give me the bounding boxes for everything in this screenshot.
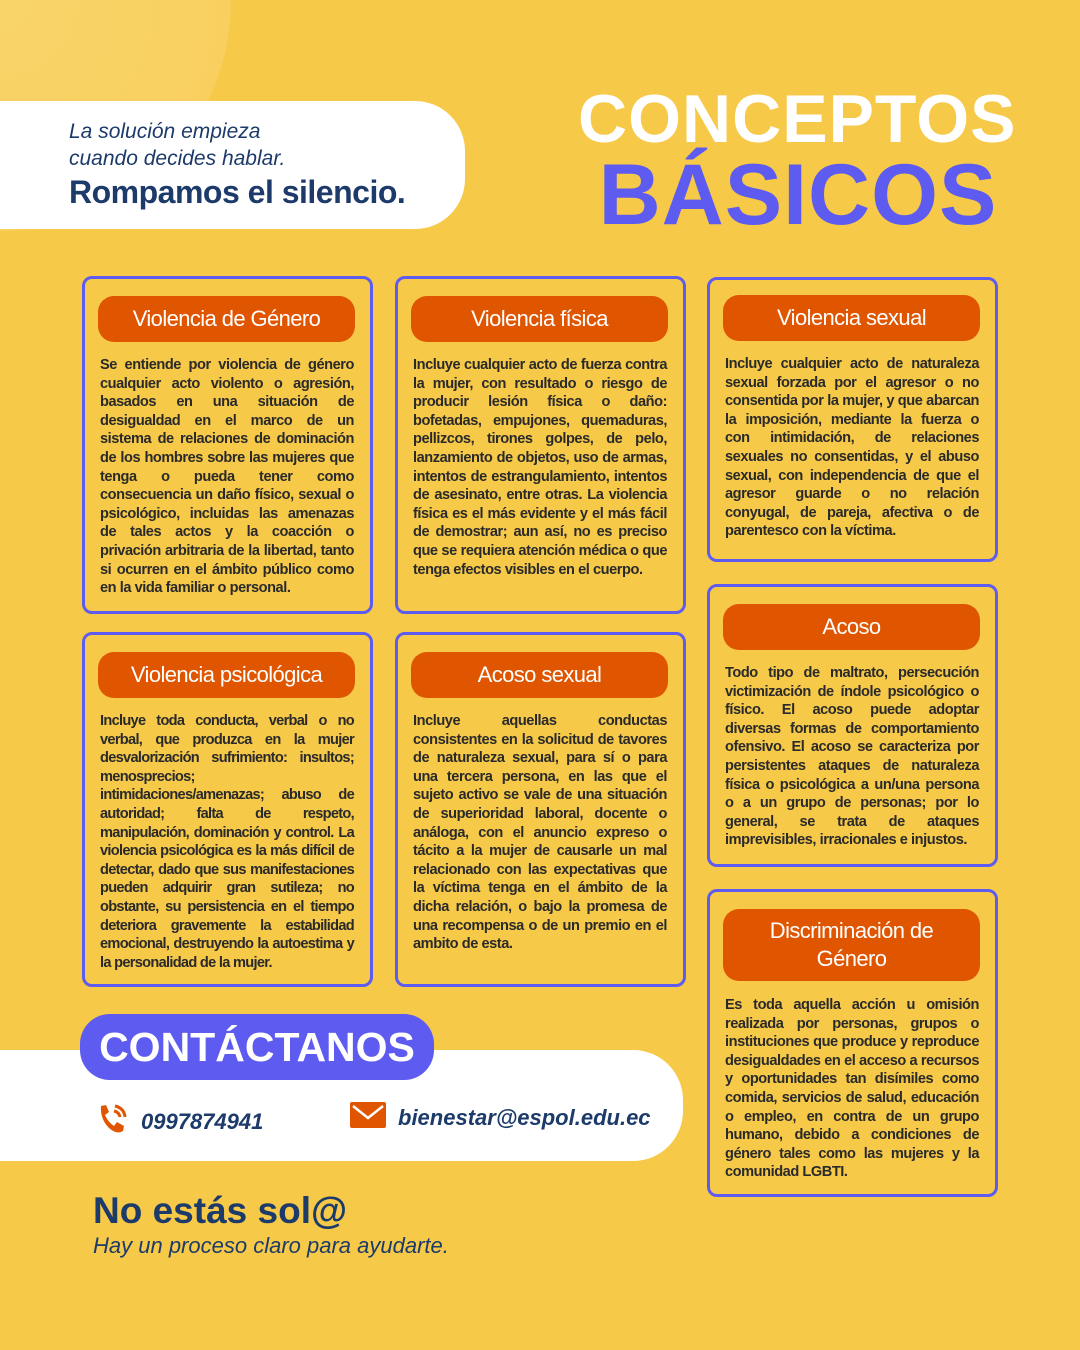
card-text: Incluye cualquier acto de fuerza contra la mujer, con resultado o riesgo de producir lesión física o daño: bofetadas, empujones, quemaduras, pellizcos, tirones golpes, de pelo, lanzamiento de objetos, uso de armas, intentos de estrangulamiento, intentos de asesinato, entre otras. La violencia física es el más evidente y el más fácil de demostrar; aun así, no es preciso que se requiera atención médica o que tenga efectos visibles en el cuerpo. (413, 357, 667, 578)
slogan: Rompamos el silencio. (69, 174, 406, 210)
concept-card-violencia-sexual (707, 277, 998, 562)
card-title: Violencia de Género (98, 296, 355, 342)
card-title: Violencia física (411, 296, 668, 342)
card-text: Incluye aquellas conductas consistentes en la solicitud de tavores de naturaleza sexual, para sí o para una tercera persona, en las que el sujeto activo se vale de una situación de superioridad laboral, docente o análoga, con el anuncio expreso o tácito a la mujer de causarle un mal relacionado con las expectativas que la víctima tenga en el ámbito de la dicha relación, o bajo la promesa de una recompensa o de un premio en el ambito de esta. (413, 713, 667, 953)
card-title: Violencia sexual (723, 295, 980, 341)
footer-subtitle: Hay un proceso claro para ayudarte. (93, 1233, 449, 1258)
card-text: Se entiende por violencia de género cualquier acto violento o agresión, basados en una situación de desigualdad en el marco de un sistema de relaciones de dominación de los hombres sobre las mujeres que tenga o pueda tener como consecuencia un daño físico, sexual o psicológico, incluidas las amenazas de tales actos y la coacción o privación arbitraria de la libertad, tanto si ocurren en el ámbito público como en la vida familiar o personal. (100, 357, 354, 597)
concept-card-violencia-psicologica (82, 632, 373, 987)
tagline-line-1: La solución empieza (69, 120, 261, 143)
contact-phone[interactable] (95, 1102, 263, 1142)
contact-email[interactable] (350, 1102, 651, 1134)
concept-card-violencia-genero (82, 276, 373, 614)
concept-card-discriminacion (707, 889, 998, 1197)
card-title: Violencia psicológica (98, 652, 355, 698)
card-title: Acoso (723, 604, 980, 650)
card-text: Incluye cualquier acto de naturaleza sexual forzada por el agresor o no consentida por la mujer, y que abarcan la imposición, mediante la fuerza o con intimidación, de relaciones sexuales no consentidas, y el abuso sexual, con independencia de que el agresor guarde o no relación conyugal, de pareja, afectiva o de parentesco con la víctima. (725, 356, 979, 540)
tagline (69, 118, 285, 172)
card-text: Todo tipo de maltrato, persecución victimización de índole psicológico o físico. El acoso puede adoptar diversas formas de comportamiento ofensivo. El acoso se caracteriza por persistentes ataques de naturaleza física o psicológica a un/una persona o a un grupo de personas; por lo general, se trata de ataques imprevisibles, irracionales e injustos. (725, 665, 979, 849)
phone-icon (95, 1102, 129, 1142)
concept-card-acoso-sexual (395, 632, 686, 987)
concept-card-violencia-fisica (395, 276, 686, 614)
footer-title: No estás sol@ (93, 1190, 348, 1231)
page-title-line-2: BÁSICOS (598, 147, 998, 243)
card-text: Incluye toda conducta, verbal o no verbal, que produzca en la mujer desvalorización sufrimiento: insultos; menosprecios; intimidaciones/amenazas; abuso de autoridad; falta de respeto, manipulación, dominación y control. La violencia psicológica es la más difícil de detectar, dado que sus manifestaciones pueden adquirir gran sutileza; no obstante, su persistencia en el tiempo deteriora gravemente la estabilidad emocional, destruyendo la autoestima y la personalidad de la mujer. (100, 713, 354, 971)
contact-heading: CONTÁCTANOS (80, 1014, 434, 1080)
phone-number: 0997874941 (141, 1109, 264, 1134)
tagline-line-2: cuando decides hablar. (69, 147, 286, 170)
card-title: Discriminación de Género (723, 909, 980, 981)
card-title: Acoso sexual (411, 652, 668, 698)
page-title-line-1: CONCEPTOS (578, 81, 1017, 157)
email-icon (350, 1102, 386, 1134)
card-text: Es toda aquella acción u omisión realizada por personas, grupos o instituciones que produce y reproduce desigualdades en el acceso a recursos y oportunidades tan disímiles como comida, servicios de salud, educación o empleo, en contra de un grupo humano, debido a condiciones de género tales como las mujeres y la comunidad LGBTI. (725, 997, 979, 1181)
concept-card-acoso (707, 584, 998, 867)
email-address: bienestar@espol.edu.ec (398, 1105, 651, 1130)
